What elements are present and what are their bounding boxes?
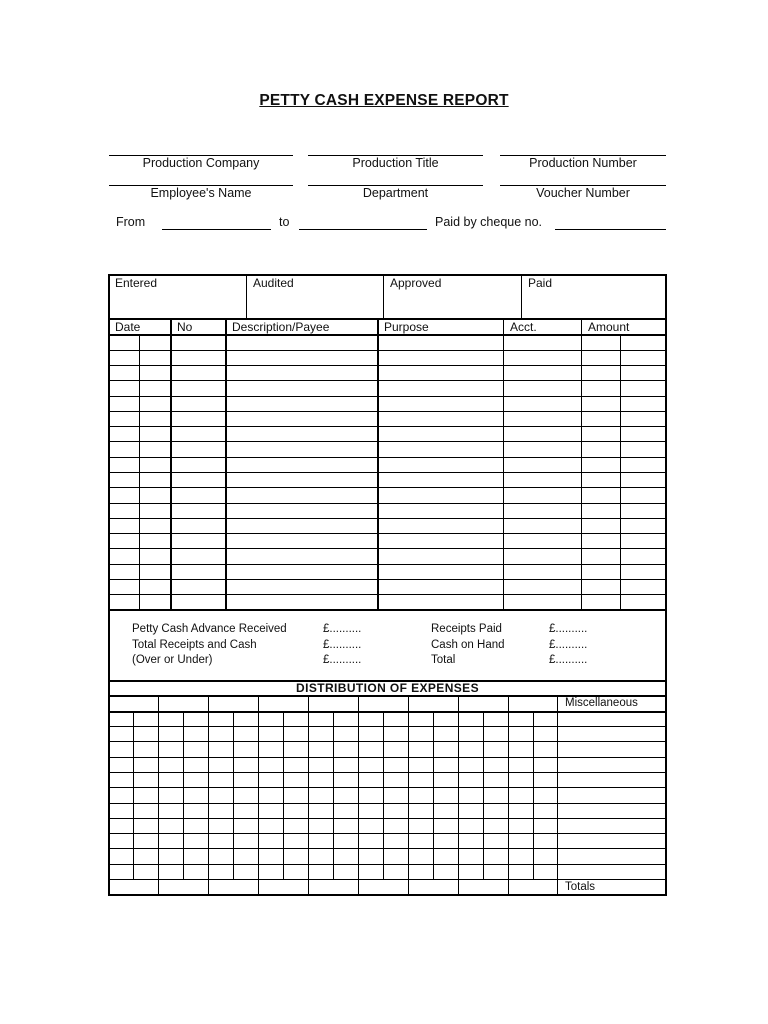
table-row bbox=[108, 833, 667, 834]
col-divider bbox=[225, 318, 227, 610]
over-under-amount[interactable]: £.......... bbox=[323, 654, 362, 666]
table-row bbox=[108, 579, 667, 580]
table-row bbox=[108, 533, 667, 534]
to-date-line[interactable] bbox=[299, 229, 427, 230]
table-row bbox=[108, 594, 667, 595]
col-header-no: No bbox=[177, 320, 193, 334]
audited-label: Audited bbox=[253, 276, 294, 290]
table-row bbox=[108, 879, 667, 880]
receipts-paid-amount[interactable]: £.......... bbox=[549, 623, 588, 635]
entered-label: Entered bbox=[115, 276, 158, 290]
paid-label: Paid bbox=[528, 276, 553, 290]
table-row bbox=[108, 426, 667, 427]
col-header-amount: Amount bbox=[588, 320, 630, 334]
table-row bbox=[108, 441, 667, 442]
subcol-divider bbox=[620, 334, 621, 610]
distribution-col-divider bbox=[258, 696, 259, 896]
table-row bbox=[108, 503, 667, 504]
table-row bbox=[108, 411, 667, 412]
distribution-col-divider bbox=[408, 696, 409, 896]
total-receipts-label: Total Receipts and Cash bbox=[132, 639, 257, 651]
advance-received-amount[interactable]: £.......... bbox=[323, 623, 362, 635]
department-label: Department bbox=[362, 186, 429, 200]
distribution-col-divider bbox=[158, 696, 159, 896]
from-label: From bbox=[116, 215, 146, 229]
employee-name-label: Employee's Name bbox=[150, 186, 252, 200]
approval-divider bbox=[246, 274, 247, 320]
total-label: Total bbox=[431, 654, 456, 666]
distribution-subcol-divider bbox=[483, 711, 484, 879]
distribution-col-divider bbox=[458, 696, 459, 896]
production-company-label: Production Company bbox=[142, 156, 260, 170]
ledger-top-border bbox=[108, 318, 667, 320]
distribution-subcol-divider bbox=[383, 711, 384, 879]
page-title: PETTY CASH EXPENSE REPORT bbox=[259, 92, 509, 109]
over-under-label: (Over or Under) bbox=[132, 654, 213, 666]
table-row bbox=[108, 741, 667, 742]
col-divider bbox=[170, 318, 172, 610]
distribution-subcol-divider bbox=[183, 711, 184, 879]
approval-divider bbox=[383, 274, 384, 320]
table-row bbox=[108, 350, 667, 351]
col-header-date: Date bbox=[115, 320, 141, 334]
col-header-acct: Acct. bbox=[510, 320, 537, 334]
approval-divider bbox=[521, 274, 522, 320]
distribution-col-divider bbox=[557, 696, 558, 896]
subcol-divider bbox=[139, 334, 140, 610]
table-row bbox=[108, 564, 667, 565]
cash-on-hand-amount[interactable]: £.......... bbox=[549, 639, 588, 651]
col-divider bbox=[503, 318, 504, 610]
table-row bbox=[108, 548, 667, 549]
distribution-subcol-divider bbox=[333, 711, 334, 879]
approval-box bbox=[108, 274, 667, 320]
distribution-subcol-divider bbox=[433, 711, 434, 879]
cash-on-hand-label: Cash on Hand bbox=[431, 639, 505, 651]
table-row bbox=[108, 726, 667, 727]
total-receipts-amount[interactable]: £.......... bbox=[323, 639, 362, 651]
distribution-subcol-divider bbox=[533, 711, 534, 879]
table-row bbox=[108, 848, 667, 849]
production-title-label: Production Title bbox=[352, 156, 439, 170]
receipts-paid-label: Receipts Paid bbox=[431, 623, 502, 635]
table-row bbox=[108, 380, 667, 381]
col-divider bbox=[581, 318, 582, 610]
table-row bbox=[108, 396, 667, 397]
table-row bbox=[108, 818, 667, 819]
total-amount[interactable]: £.......... bbox=[549, 654, 588, 666]
table-row bbox=[108, 757, 667, 758]
from-date-line[interactable] bbox=[162, 229, 271, 230]
distribution-header-divider bbox=[108, 711, 667, 713]
table-row bbox=[108, 787, 667, 788]
table-row bbox=[108, 472, 667, 473]
cheque-label: Paid by cheque no. bbox=[435, 215, 543, 229]
distribution-title: DISTRIBUTION OF EXPENSES bbox=[296, 681, 479, 695]
distribution-col-divider bbox=[308, 696, 309, 896]
table-row bbox=[108, 457, 667, 458]
totals-label: Totals bbox=[565, 881, 596, 893]
table-row bbox=[108, 772, 667, 773]
voucher-number-label: Voucher Number bbox=[536, 186, 630, 200]
production-number-label: Production Number bbox=[529, 156, 637, 170]
distribution-col-divider bbox=[358, 696, 359, 896]
col-header-purpose: Purpose bbox=[384, 320, 429, 334]
table-row bbox=[108, 803, 667, 804]
distribution-col-divider bbox=[508, 696, 509, 896]
ledger-header-divider bbox=[108, 334, 667, 336]
distribution-subcol-divider bbox=[233, 711, 234, 879]
table-row bbox=[108, 518, 667, 519]
advance-received-label: Petty Cash Advance Received bbox=[132, 623, 287, 635]
to-label: to bbox=[279, 215, 290, 229]
approved-label: Approved bbox=[390, 276, 442, 290]
col-divider bbox=[377, 318, 379, 610]
distribution-subcol-divider bbox=[133, 711, 134, 879]
distribution-subcol-divider bbox=[283, 711, 284, 879]
table-row bbox=[108, 864, 667, 865]
expense-ledger-table bbox=[108, 318, 667, 610]
table-row bbox=[108, 487, 667, 488]
miscellaneous-label: Miscellaneous bbox=[565, 697, 638, 709]
table-row bbox=[108, 365, 667, 366]
col-header-description: Description/Payee bbox=[232, 320, 330, 334]
distribution-col-divider bbox=[208, 696, 209, 896]
ledger-bottom-border bbox=[108, 609, 667, 611]
cheque-number-line[interactable] bbox=[555, 229, 666, 230]
